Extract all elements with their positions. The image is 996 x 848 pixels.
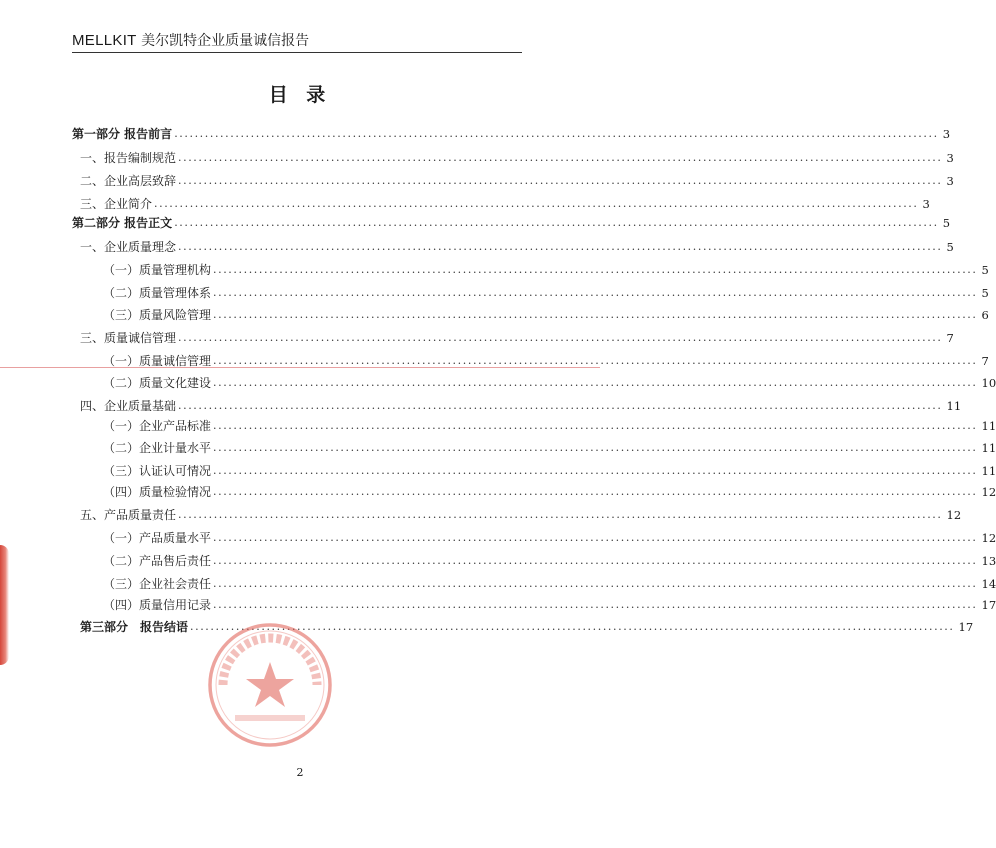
toc-entry-page: 6	[981, 308, 989, 322]
toc-leader-dots: ......................................................................................................................................................	[174, 127, 939, 140]
toc-leader-dots: ......................................................................................................................................................	[213, 464, 978, 477]
toc-entry-page: 12	[981, 531, 996, 545]
toc-entry[interactable]	[103, 549, 996, 569]
toc-entry-page: 17	[981, 598, 996, 612]
toc-leader-dots: ......................................................................................................................................................	[174, 216, 939, 229]
toc-entry-page: 3	[946, 174, 954, 188]
page-title: 目 录	[268, 84, 332, 106]
toc-leader-dots: ......................................................................................................................................................	[213, 286, 978, 299]
toc-entry-label: （二）企业计量水平	[103, 441, 212, 455]
toc-leader-dots: ......................................................................................................................................................	[190, 620, 955, 633]
toc-leader-dots: ......................................................................................................................................................	[213, 441, 978, 454]
toc-entry-page: 11	[981, 441, 996, 455]
toc-entry-label: 二、企业高层致辞	[80, 174, 177, 188]
toc-leader-dots: ......................................................................................................................................................	[213, 354, 978, 367]
toc-entry[interactable]	[80, 235, 954, 255]
toc-entry-label: 第一部分 报告前言	[72, 127, 173, 141]
toc-leader-dots: ......................................................................................................................................................	[178, 331, 943, 344]
toc-entry-page: 3	[922, 197, 930, 211]
toc-entry-page: 7	[981, 354, 989, 368]
toc-entry[interactable]	[103, 436, 996, 456]
toc-leader-dots: ......................................................................................................................................................	[213, 263, 978, 276]
page-number: 2	[296, 766, 304, 779]
toc-entry-page: 14	[981, 577, 996, 591]
toc-leader-dots: ......................................................................................................................................................	[213, 531, 978, 544]
toc-entry[interactable]	[80, 326, 954, 346]
toc-entry-page: 5	[942, 216, 951, 230]
toc-entry-label: 五、产品质量责任	[80, 508, 177, 522]
toc-entry[interactable]	[103, 480, 996, 500]
toc-entry[interactable]	[80, 394, 962, 414]
toc-entry-label: （三）企业社会责任	[103, 577, 212, 591]
toc-entry[interactable]	[80, 169, 954, 189]
toc-entry-label: 三、质量诚信管理	[80, 331, 177, 345]
toc-leader-dots: ......................................................................................................................................................	[178, 508, 943, 521]
toc-entry-page: 3	[942, 127, 951, 141]
toc-entry-label: 一、企业质量理念	[80, 240, 177, 254]
toc-entry-label: 四、企业质量基础	[80, 399, 177, 413]
header-title: 美尔凯特企业质量诚信报告	[141, 33, 310, 49]
toc-entry-page: 12	[946, 508, 962, 522]
toc-entry[interactable]	[80, 503, 962, 523]
toc-entry[interactable]	[103, 281, 989, 301]
toc-entry-page: 11	[946, 399, 962, 413]
toc-entry[interactable]	[103, 414, 996, 434]
brand-name: MELLKIT	[72, 32, 137, 49]
toc-entry[interactable]	[103, 459, 996, 479]
toc-entry-label: 第二部分 报告正文	[72, 216, 173, 230]
toc-entry-page: 5	[981, 286, 989, 300]
red-scan-line	[0, 367, 600, 368]
toc-leader-dots: ......................................................................................................................................................	[178, 399, 943, 412]
toc-entry[interactable]	[103, 526, 996, 546]
toc-entry-label: 一、报告编制规范	[80, 151, 177, 165]
toc-entry-label: （三）认证认可情况	[103, 464, 212, 478]
toc-leader-dots: ......................................................................................................................................................	[213, 577, 978, 590]
toc-leader-dots: ......................................................................................................................................................	[213, 598, 978, 611]
toc-leader-dots: ......................................................................................................................................................	[213, 554, 978, 567]
toc-entry-page: 12	[981, 485, 996, 499]
page-header	[72, 32, 522, 53]
toc-entry[interactable]	[80, 192, 930, 212]
toc-entry[interactable]	[103, 258, 989, 278]
toc-entry[interactable]	[103, 371, 996, 391]
toc-entry[interactable]	[72, 211, 951, 231]
toc-entry-page: 7	[946, 331, 954, 345]
toc-leader-dots: ......................................................................................................................................................	[213, 419, 978, 432]
toc-entry[interactable]	[103, 593, 996, 613]
toc-leader-dots: ......................................................................................................................................................	[178, 151, 943, 164]
toc-entry-label: （二）产品售后责任	[103, 554, 212, 568]
toc-entry-page: 11	[981, 419, 996, 433]
toc-leader-dots: ......................................................................................................................................................	[154, 197, 919, 210]
toc-entry-page: 10	[981, 376, 996, 390]
toc-entry-page: 5	[946, 240, 954, 254]
toc-entry-label: （一）企业产品标准	[103, 419, 212, 433]
toc-leader-dots: ......................................................................................................................................................	[178, 174, 943, 187]
toc-entry-label: （二）质量文化建设	[103, 376, 212, 390]
toc-leader-dots: ......................................................................................................................................................	[213, 485, 978, 498]
seal-edge-mark	[0, 545, 9, 665]
toc-entry-label: （一）质量诚信管理	[103, 354, 212, 368]
toc-entry-page: 5	[981, 263, 989, 277]
toc-entry-label: （一）产品质量水平	[103, 531, 212, 545]
toc-entry[interactable]	[103, 572, 996, 592]
toc-entry[interactable]	[103, 349, 989, 369]
toc-entry-page: 17	[958, 620, 974, 634]
toc-entry-page: 13	[981, 554, 996, 568]
toc-leader-dots: ......................................................................................................................................................	[178, 240, 943, 253]
toc-entry-page: 11	[981, 464, 996, 478]
toc-leader-dots: ......................................................................................................................................................	[213, 308, 978, 321]
toc-entry[interactable]	[103, 303, 989, 323]
toc-entry[interactable]	[80, 146, 954, 166]
toc-entry-label: （一）质量管理机构	[103, 263, 212, 277]
toc-leader-dots: ......................................................................................................................................................	[213, 376, 978, 389]
toc-entry-label: （三）质量风险管理	[103, 308, 212, 322]
toc-entry-label: 第三部分 报告结语	[80, 620, 189, 634]
toc-entry-page: 3	[946, 151, 954, 165]
company-seal	[205, 620, 335, 750]
toc-entry-label: 三、企业简介	[80, 197, 153, 211]
toc-entry-label: （四）质量检验情况	[103, 485, 212, 499]
toc-entry-label: （二）质量管理体系	[103, 286, 212, 300]
toc-entry-label: （四）质量信用记录	[103, 598, 212, 612]
toc-entry[interactable]	[72, 122, 951, 142]
